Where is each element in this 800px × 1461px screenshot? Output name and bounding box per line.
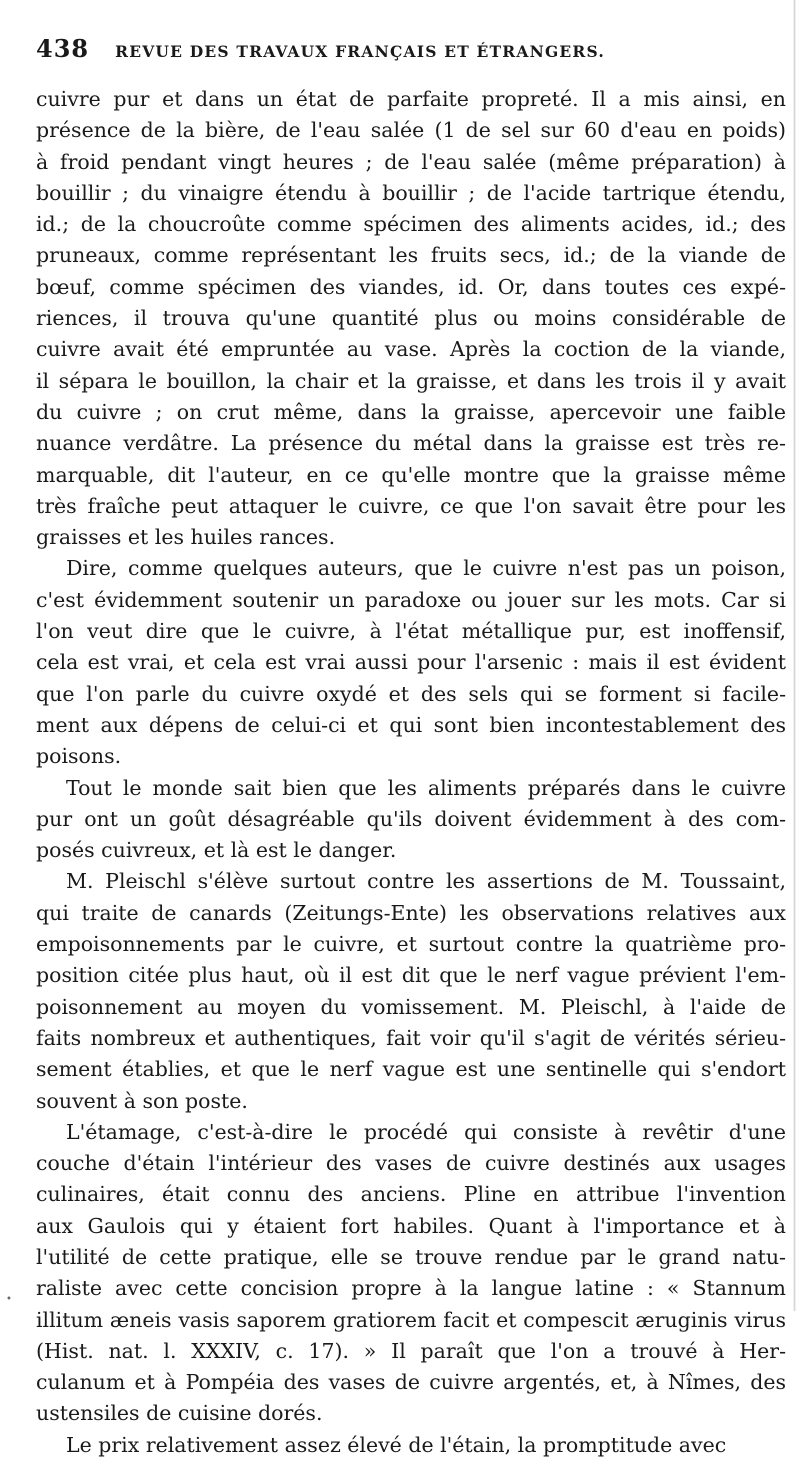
paragraph-p1 [36,84,786,553]
text-line: l'utilité de cette pratique, elle se trouve rendue par le grand natu- [36,1244,786,1269]
text-line: (Hist. nat. l. XXXIV, c. 17). » Il paraît que l'on a trouvé à Her- [36,1338,786,1363]
text-line: pruneaux, comme représentant les fruits secs, id.; de la viande de [36,243,786,268]
text-line: c'est évidemment soutenir un paradoxe ou jouer sur les mots. Car si [36,587,786,612]
text-line: très fraîche peut attaquer le cuivre, ce que l'on savait être pour les [36,493,786,518]
paragraph-p6 [36,1430,786,1461]
text-line: raliste avec cette concision propre à la langue latine : « Stannum [36,1276,786,1301]
text-line: nuance verdâtre. La présence du métal dans la graisse est très re- [36,431,786,456]
text-line: position citée plus haut, où il est dit que le nerf vague prévient l'em- [36,963,786,988]
text-line: L'étamage, c'est-à-dire le procédé qui consiste à revêtir d'une [66,1119,786,1144]
text-line: Tout le monde sait bien que les aliments préparés dans le cuivre [66,775,786,800]
text-line: que l'on parle du cuivre oxydé et des sels qui se forment si facile- [36,681,786,706]
text-line: sement établies, et que le nerf vague est une sentinelle qui s'endort [36,1057,786,1082]
ink-speck: • [6,1294,12,1305]
paragraph-p4 [36,866,786,1116]
text-line: faits nombreux et authentiques, fait voir qu'il s'agit de vérités sérieu- [36,1025,786,1050]
page-number: 438 [36,34,90,63]
text-line: culinaires, était connu des anciens. Pline en attribue l'invention [36,1182,786,1207]
text-line: id.; de la choucroûte comme spécimen des aliments acides, id.; des [36,212,786,237]
text-line: graisses et les huiles rances. [36,525,336,550]
running-title: REVUE DES TRAVAUX FRANÇAIS ET ÉTRANGERS. [115,42,605,61]
text-line: présence de la bière, de l'eau salée (1 de sel sur 60 d'eau en poids) [36,118,786,143]
paragraph-p3 [36,773,786,867]
text-line: souvent à son poste. [36,1088,248,1113]
text-line: marquable, dit l'auteur, en ce qu'elle montre que la graisse même [36,462,786,487]
page-spine-shadow [793,0,796,1311]
text-line: Le prix relativement assez élevé de l'étain, la promptitude avec [66,1432,727,1457]
text-line: poisonnement au moyen du vomissement. M. Pleischl, à l'aide de [36,994,786,1019]
text-line: l'on veut dire que le cuivre, à l'état métallique pur, est inoffensif, [36,619,786,644]
text-line: il sépara le bouillon, la chair et la graisse, et dans les trois il y avait [36,368,786,393]
text-line: pur ont un goût désagréable qu'ils doivent évidemment à des com- [36,806,786,831]
paragraph-p5 [36,1117,786,1430]
text-line: empoisonnements par le cuivre, et surtout contre la quatrième pro- [36,932,786,957]
text-line: du cuivre ; on crut même, dans la graisse, apercevoir une faible [36,399,786,424]
text-line: cuivre avait été empruntée au vase. Après la coction de la viande, [36,337,786,362]
text-line: cela est vrai, et cela est vrai aussi pour l'arsenic : mais il est évident [36,650,786,675]
text-line: M. Pleischl s'élève surtout contre les assertions de M. Toussaint, [66,869,786,894]
text-line: ment aux dépens de celui-ci et qui sont bien incontestablement des [36,712,786,737]
text-line: bouillir ; du vinaigre étendu à bouillir ; de l'acide tartrique étendu, [36,180,786,205]
text-line: poisons. [36,744,122,769]
text-line: posés cuivreux, et là est le danger. [36,838,397,863]
text-line: aux Gaulois qui y étaient fort habiles. Quant à l'importance et à [36,1213,786,1238]
text-line: couche d'étain l'intérieur des vases de cuivre destinés aux usages [36,1151,786,1176]
text-line: qui traite de canards (Zeitungs-Ente) les observations relatives aux [36,900,786,925]
text-line: bœuf, comme spécimen des viandes, id. Or, dans toutes ces expé- [36,274,786,299]
text-line: ustensiles de cuisine dorés. [36,1401,323,1426]
paragraph-p2 [36,553,786,772]
text-line: culanum et à Pompéia des vases de cuivre argentés, et, à Nîmes, des [36,1370,786,1395]
text-line: Dire, comme quelques auteurs, que le cuivre n'est pas un poison, [66,556,786,581]
text-line: riences, il trouva qu'une quantité plus ou moins considérable de [36,306,786,331]
text-line: illitum æneis vasis saporem gratiorem facit et compescit æruginis virus [36,1307,786,1332]
running-header [36,34,788,84]
text-line: à froid pendant vingt heures ; de l'eau salée (même préparation) à [36,149,786,174]
body-text [36,84,786,1461]
text-line: cuivre pur et dans un état de parfaite propreté. Il a mis ainsi, en [36,87,786,111]
